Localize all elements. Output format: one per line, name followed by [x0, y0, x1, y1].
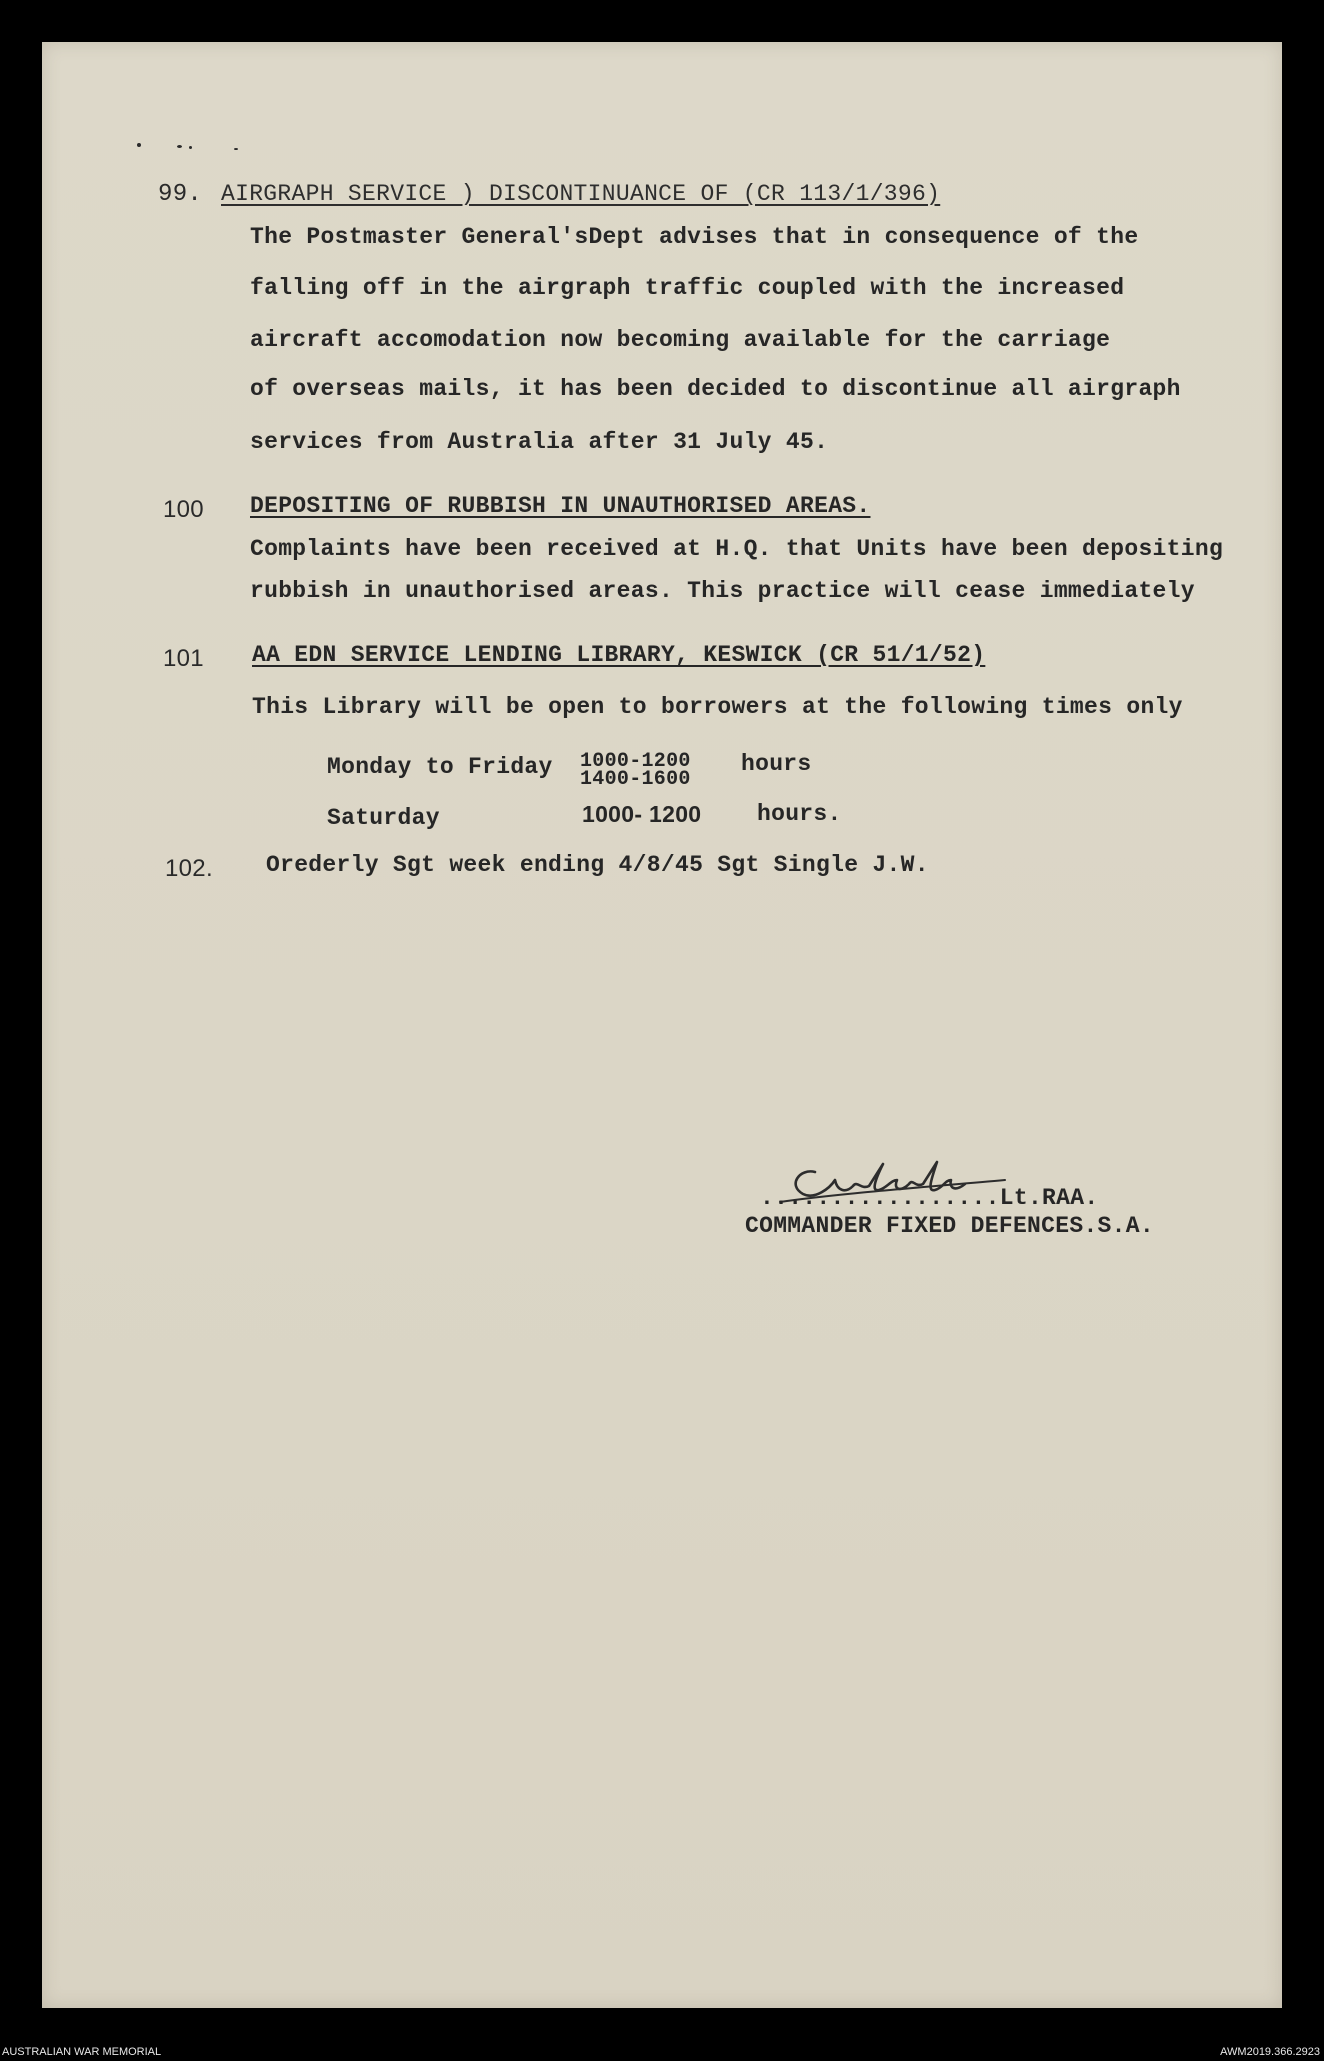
item-100-line: rubbish in unauthorised areas. This practice will cease immediately [250, 578, 1195, 604]
item-99-line: aircraft accomodation now becoming available for the carriage [250, 327, 1111, 353]
ink-speck [137, 143, 141, 147]
item-102-text: Orederly Sgt week ending 4/8/45 Sgt Single J.W. [266, 852, 929, 878]
ink-speck [189, 146, 192, 149]
item-99-heading: AIRGRAPH SERVICE ) DISCONTINUANCE OF (CR 113/1/396) [221, 181, 941, 207]
signature-title-line: COMMANDER FIXED DEFENCES.S.A. [745, 1213, 1154, 1239]
item-99-line: falling off in the airgraph traffic coupled with the increased [250, 275, 1125, 301]
item-99-line: of overseas mails, it has been decided to discontinue all airgraph [250, 376, 1181, 402]
schedule-days: Monday to Friday [327, 754, 553, 780]
schedule-hours-alt: 1400-1600 [580, 768, 691, 791]
footer-left-credit: AUSTRALIAN WAR MEMORIAL [2, 2046, 162, 2058]
schedule-unit: hours. [757, 801, 842, 827]
item-101-line: This Library will be open to borrowers at the following times only [252, 694, 1183, 720]
schedule-hours: 1000- 1200 [582, 801, 702, 827]
item-101-heading: AA EDN SERVICE LENDING LIBRARY, KESWICK (CR 51/1/52) [252, 642, 986, 668]
schedule-unit: hours [741, 751, 812, 777]
schedule-hours: 1000-1200 [580, 750, 691, 773]
item-99-number: 99. [158, 181, 203, 208]
footer-right-id: AWM2019.366.2923 [1220, 2046, 1320, 2058]
item-100-heading: DEPOSITING OF RUBBISH IN UNAUTHORISED AREAS. [250, 493, 871, 519]
schedule-days: Saturday [327, 805, 440, 831]
item-101-number: 101 [163, 645, 204, 672]
item-102-number: 102. [165, 855, 213, 882]
ink-speck [234, 148, 238, 150]
signature-rank-line: .................Lt.RAA. [760, 1185, 1099, 1211]
item-100-number: 100 [163, 496, 204, 523]
item-99-line: services from Australia after 31 July 45. [250, 429, 829, 455]
ink-speck [177, 145, 182, 148]
item-100-line: Complaints have been received at H.Q. that Units have been depositing [250, 536, 1224, 562]
item-99-line: The Postmaster General'sDept advises that in consequence of the [250, 224, 1139, 250]
